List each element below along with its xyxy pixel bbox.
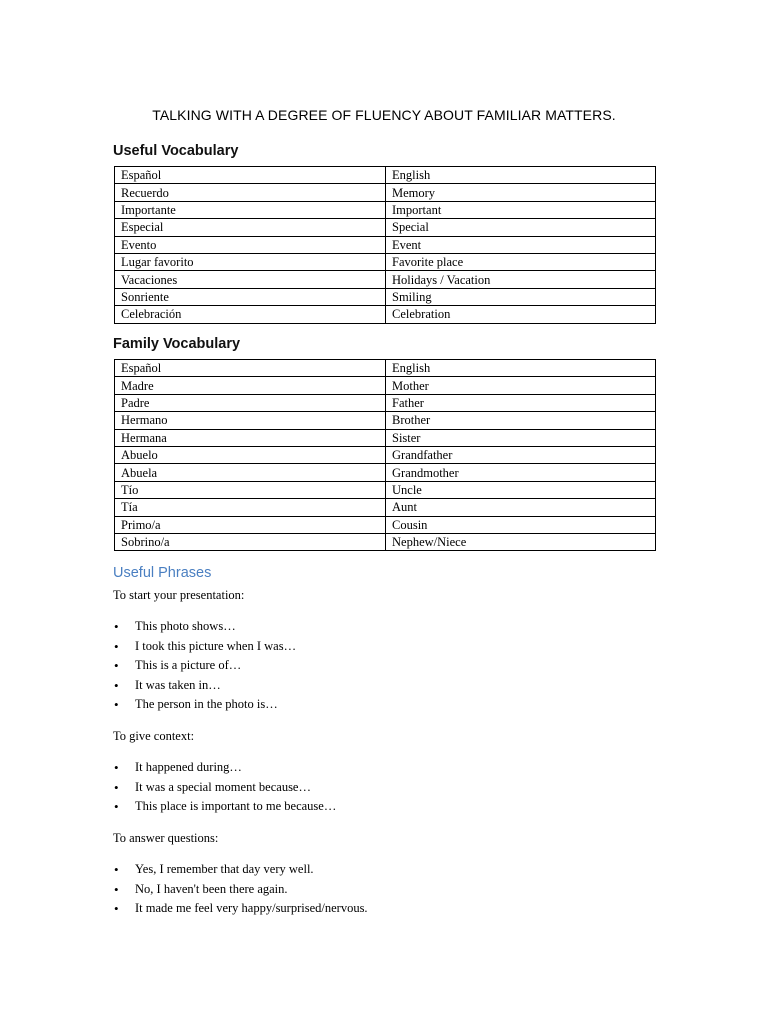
phrase-group-intro: To start your presentation: <box>113 588 245 602</box>
useful-vocabulary-heading: Useful Vocabulary <box>113 143 239 159</box>
table-cell: Father <box>386 394 656 411</box>
table-cell: Evento <box>115 236 386 253</box>
list-item <box>113 656 296 676</box>
list-item <box>113 797 336 817</box>
document-title: TALKING WITH A DEGREE OF FLUENCY ABOUT FAMILIAR MATTERS. <box>152 107 616 123</box>
table-cell: Mother <box>386 377 656 394</box>
table-cell: Holidays / Vacation <box>386 271 656 288</box>
table-row <box>115 394 656 411</box>
useful-vocabulary-table <box>114 166 656 324</box>
table-row <box>115 184 656 201</box>
bullet-icon: • <box>114 881 119 897</box>
list-item-text: This is a picture of… <box>135 658 242 672</box>
table-cell: Tía <box>115 499 386 516</box>
list-item <box>113 695 296 715</box>
list-item-text: I took this picture when I was… <box>135 638 297 653</box>
table-cell: Importante <box>115 201 386 218</box>
table-row <box>115 464 656 481</box>
phrase-list-context <box>113 758 336 817</box>
table-cell: Grandfather <box>386 446 656 463</box>
table-cell: Padre <box>115 394 386 411</box>
bullet-icon: • <box>114 677 119 693</box>
table-cell: Celebración <box>115 306 386 323</box>
list-item-text: Yes, I remember that day very well. <box>135 862 314 876</box>
bullet-icon: • <box>114 638 119 654</box>
table-cell: Sister <box>386 429 656 446</box>
table-cell: Grandmother <box>386 464 656 481</box>
list-item-text: This place is important to me because… <box>135 799 337 813</box>
list-item <box>113 778 336 798</box>
table-row <box>115 201 656 218</box>
list-item-text: It was a special moment because… <box>135 779 311 794</box>
table-row <box>115 306 656 323</box>
table-cell: Hermana <box>115 429 386 446</box>
table-row <box>115 516 656 533</box>
table-cell: Uncle <box>386 481 656 498</box>
list-item <box>113 880 368 900</box>
table-cell: Madre <box>115 377 386 394</box>
table-row <box>115 499 656 516</box>
table-cell: Special <box>386 219 656 236</box>
table-row <box>115 219 656 236</box>
phrase-group-intro: To answer questions: <box>113 831 219 845</box>
bullet-icon: • <box>114 658 119 673</box>
table-row <box>115 377 656 394</box>
useful-phrases-heading: Useful Phrases <box>113 565 212 581</box>
list-item <box>113 637 296 657</box>
bullet-icon: • <box>114 697 119 712</box>
table-cell: Favorite place <box>386 253 656 270</box>
table-cell: Celebration <box>386 306 656 323</box>
table-cell: Especial <box>115 219 386 236</box>
table-cell: Sonriente <box>115 288 386 305</box>
table-cell: Vacaciones <box>115 271 386 288</box>
table-cell: Español <box>115 167 386 184</box>
table-cell: Español <box>115 360 386 377</box>
phrase-group-intro: To give context: <box>113 729 195 743</box>
table-cell: Smiling <box>386 288 656 305</box>
table-cell: Event <box>386 236 656 253</box>
table-cell: Nephew/Niece <box>386 533 656 550</box>
table-row <box>115 429 656 446</box>
table-row <box>115 481 656 498</box>
list-item-text: The person in the photo is… <box>135 697 278 711</box>
table-row <box>115 271 656 288</box>
phrase-list-start <box>113 617 296 715</box>
table-cell: Recuerdo <box>115 184 386 201</box>
bullet-icon: • <box>114 619 119 634</box>
list-item <box>113 617 296 637</box>
list-item-text: It happened during… <box>135 760 242 774</box>
table-cell: Cousin <box>386 516 656 533</box>
list-item <box>113 860 368 880</box>
list-item-text: It was taken in… <box>135 677 221 692</box>
table-row <box>115 360 656 377</box>
table-row <box>115 288 656 305</box>
list-item <box>113 676 296 696</box>
table-cell: Memory <box>386 184 656 201</box>
table-row <box>115 412 656 429</box>
table-cell: Abuela <box>115 464 386 481</box>
family-vocabulary-table <box>114 359 656 551</box>
family-vocabulary-heading: Family Vocabulary <box>113 336 241 352</box>
table-cell: English <box>386 167 656 184</box>
table-cell: Primo/a <box>115 516 386 533</box>
bullet-icon: • <box>114 901 119 916</box>
table-row <box>115 236 656 253</box>
list-item-text: No, I haven't been there again. <box>135 881 288 896</box>
bullet-icon: • <box>114 760 119 775</box>
bullet-icon: • <box>114 799 119 814</box>
table-row <box>115 253 656 270</box>
list-item-text: This photo shows… <box>135 619 236 633</box>
list-item-text: It made me feel very happy/surprised/nervous. <box>135 901 368 915</box>
bullet-icon: • <box>114 862 119 877</box>
table-row <box>115 446 656 463</box>
table-cell: Abuelo <box>115 446 386 463</box>
table-cell: Hermano <box>115 412 386 429</box>
table-cell: Important <box>386 201 656 218</box>
table-cell: English <box>386 360 656 377</box>
table-row <box>115 533 656 550</box>
list-item <box>113 899 368 919</box>
table-row <box>115 167 656 184</box>
phrase-list-answers <box>113 860 368 919</box>
table-cell: Lugar favorito <box>115 253 386 270</box>
table-cell: Sobrino/a <box>115 533 386 550</box>
list-item <box>113 758 336 778</box>
bullet-icon: • <box>114 779 119 795</box>
table-cell: Tío <box>115 481 386 498</box>
table-cell: Aunt <box>386 499 656 516</box>
table-cell: Brother <box>386 412 656 429</box>
